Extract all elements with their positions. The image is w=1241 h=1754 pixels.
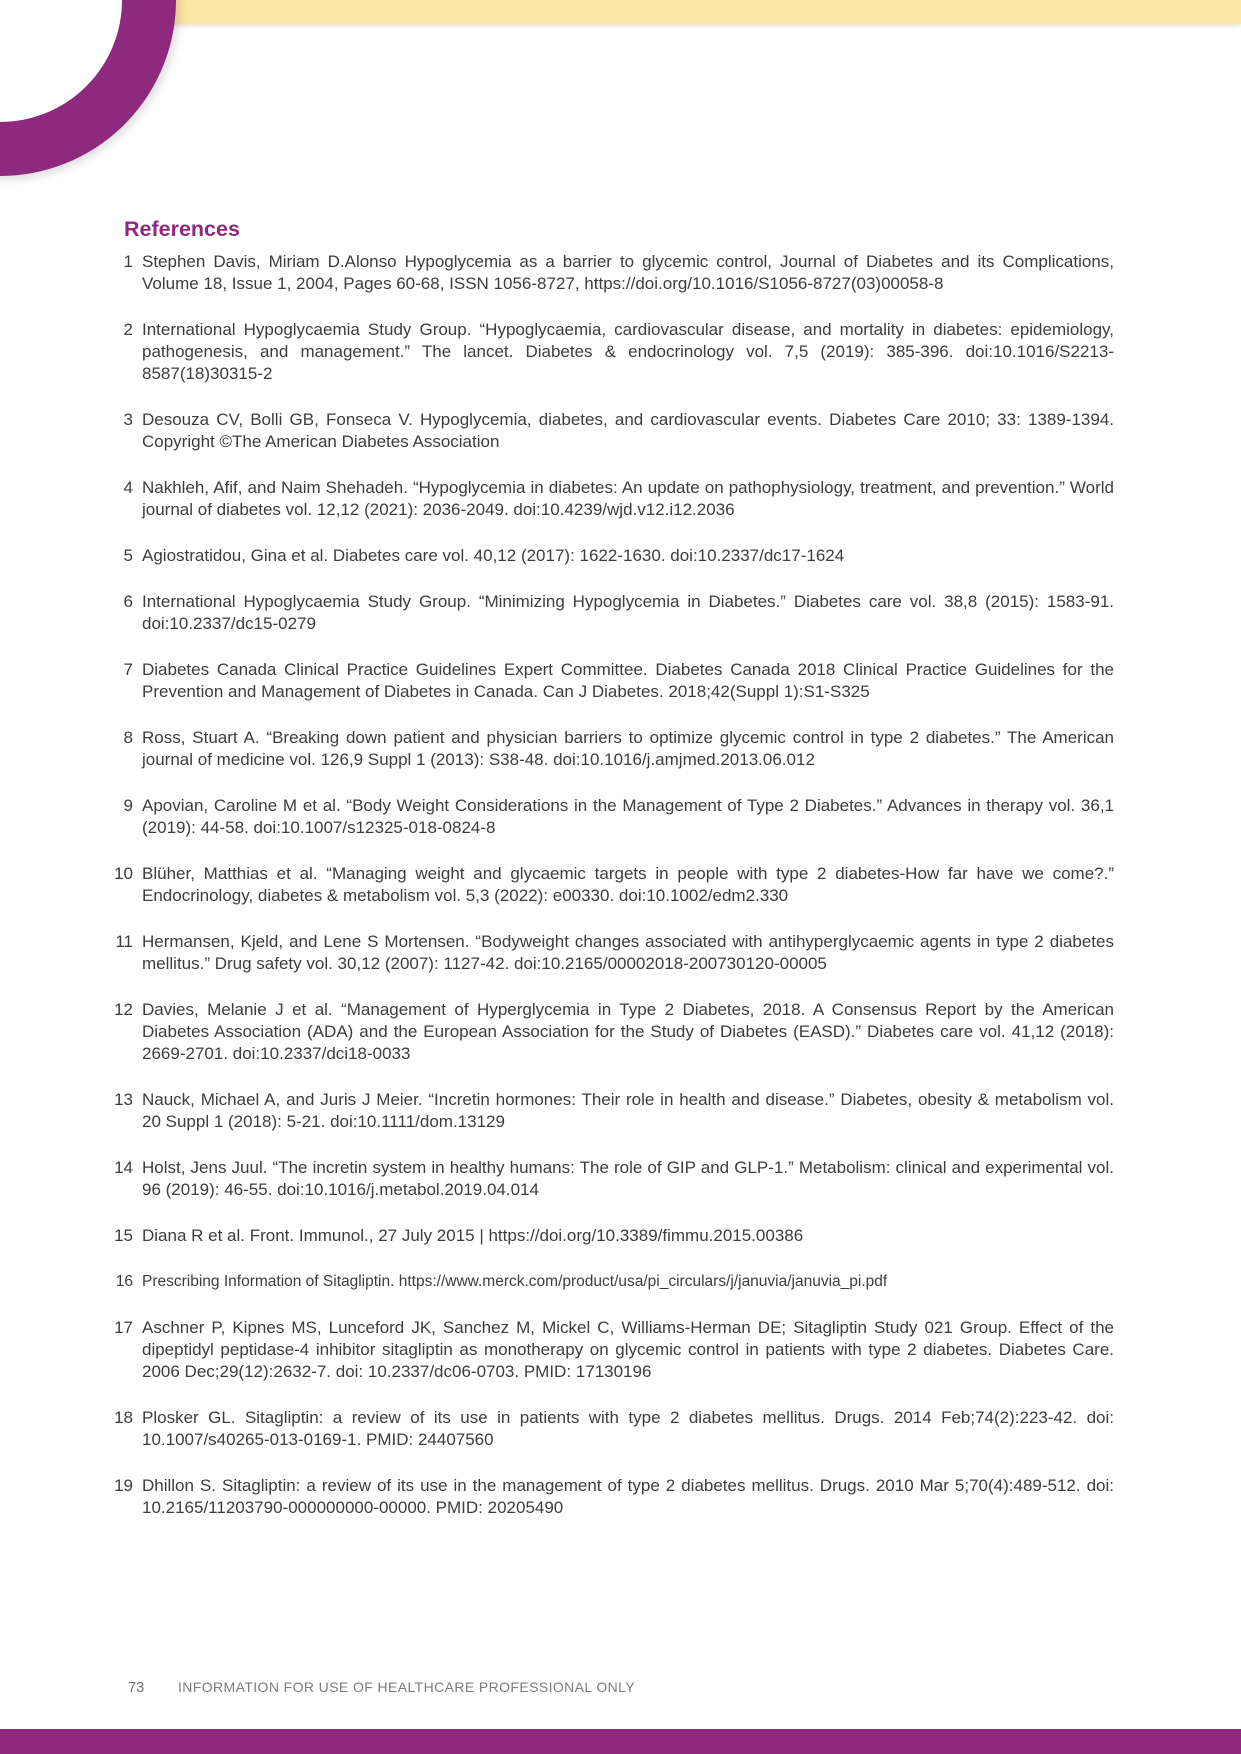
reference-text: International Hypoglycaemia Study Group. “Minimizing Hypoglycemia in Diabetes.” Diabetes care vol. 38,8 (2015): 1583-91. doi:10.2337/dc15-0279 xyxy=(142,592,1114,633)
reference-text: Prescribing Information of Sitagliptin. https://www.merck.com/product/usa/pi_circulars/j/januvia/januvia_pi.pdf xyxy=(142,1273,888,1290)
reference-text: International Hypoglycaemia Study Group. “Hypoglycaemia, cardiovascular disease, and mortality in diabetes: epidemiology, pathogenesis, and management.” The lancet. Diabetes & endocrinology vol. 7,5 (2019): 385-396. doi:10.1016/S2213-8587(18)30315-2 xyxy=(142,320,1114,383)
reference-number: 1 xyxy=(123,252,133,271)
reference-item xyxy=(112,999,1114,1065)
reference-item xyxy=(112,1317,1114,1383)
reference-number: 7 xyxy=(123,660,133,679)
reference-text: Hermansen, Kjeld, and Lene S Mortensen. “Bodyweight changes associated with antihyperglycaemic agents in type 2 diabetes mellitus.” Drug safety vol. 30,12 (2007): 1127-42. doi:10.2165/00002018-200730120-00005 xyxy=(142,932,1114,973)
reference-item xyxy=(112,545,1114,567)
reference-number: 15 xyxy=(114,1226,133,1245)
reference-text: Diana R et al. Front. Immunol., 27 July 2015 | https://doi.org/10.3389/fimmu.2015.00386 xyxy=(142,1226,804,1245)
reference-item xyxy=(112,659,1114,703)
footer-notice: INFORMATION FOR USE OF HEALTHCARE PROFESSIONAL ONLY xyxy=(178,1679,636,1695)
reference-text: Dhillon S. Sitagliptin: a review of its use in the management of type 2 diabetes mellitus. Drugs. 2010 Mar 5;70(4):489-512. doi: 10.2165/11203790-000000000-00000. PMID: 20205490 xyxy=(142,1476,1114,1517)
reference-number: 10 xyxy=(114,864,133,883)
reference-item xyxy=(112,409,1114,453)
reference-number: 12 xyxy=(114,1000,133,1019)
reference-item xyxy=(112,727,1114,771)
reference-item xyxy=(112,1089,1114,1133)
top-bar-decoration xyxy=(0,0,1241,24)
reference-number: 6 xyxy=(123,592,133,611)
reference-number: 13 xyxy=(114,1090,133,1109)
page-footer xyxy=(128,1679,635,1696)
reference-item xyxy=(112,1157,1114,1201)
reference-item xyxy=(112,319,1114,385)
bottom-bar-decoration xyxy=(0,1729,1241,1754)
reference-item xyxy=(112,1225,1114,1247)
reference-number: 9 xyxy=(123,796,133,815)
page-number: 73 xyxy=(128,1680,145,1696)
reference-number: 8 xyxy=(123,728,133,747)
reference-item xyxy=(112,1407,1114,1451)
reference-item xyxy=(112,931,1114,975)
page-title: References xyxy=(124,217,240,241)
reference-text: Davies, Melanie J et al. “Management of Hyperglycemia in Type 2 Diabetes, 2018. A Consensus Report by the American Diabetes Association (ADA) and the European Association for the Study of Diabetes (EASD).” Diabetes care vol. 41,12 (2018): 2669-2701. doi:10.2337/dci18-0033 xyxy=(142,1000,1114,1063)
reference-text: Holst, Jens Juul. “The incretin system in healthy humans: The role of GIP and GLP-1.” Metabolism: clinical and experimental vol. 96 (2019): 46-55. doi:10.1016/j.metabol.2019.04.014 xyxy=(142,1158,1114,1199)
reference-number: 11 xyxy=(115,932,133,951)
reference-number: 5 xyxy=(123,546,133,565)
reference-item xyxy=(112,591,1114,635)
reference-number: 19 xyxy=(114,1476,133,1495)
reference-item xyxy=(112,477,1114,521)
reference-text: Aschner P, Kipnes MS, Lunceford JK, Sanchez M, Mickel C, Williams-Herman DE; Sitagliptin Study 021 Group. Effect of the dipeptidyl peptidase-4 inhibitor sitagliptin as monotherapy on glycemic control in patients with type 2 diabetes. Diabetes Care. 2006 Dec;29(12):2632-7. doi: 10.2337/dc06-0703. PMID: 17130196 xyxy=(142,1318,1114,1381)
reference-text: Agiostratidou, Gina et al. Diabetes care vol. 40,12 (2017): 1622-1630. doi:10.2337/dc17-1624 xyxy=(142,546,845,565)
reference-text: Plosker GL. Sitagliptin: a review of its use in patients with type 2 diabetes mellitus. Drugs. 2014 Feb;74(2):223-42. doi: 10.1007/s40265-013-0169-1. PMID: 24407560 xyxy=(142,1408,1114,1449)
reference-number: 2 xyxy=(123,320,133,339)
reference-number: 17 xyxy=(114,1318,133,1337)
reference-number: 3 xyxy=(123,410,133,429)
reference-number: 14 xyxy=(114,1158,133,1177)
reference-text: Desouza CV, Bolli GB, Fonseca V. Hypoglycemia, diabetes, and cardiovascular events. Diabetes Care 2010; 33: 1389-1394. Copyright ©The American Diabetes Association xyxy=(142,410,1114,451)
references-list xyxy=(112,251,1114,1543)
reference-number: 4 xyxy=(123,478,133,497)
reference-item xyxy=(112,251,1114,295)
reference-text: Diabetes Canada Clinical Practice Guidelines Expert Committee. Diabetes Canada 2018 Clinical Practice Guidelines for the Prevention and Management of Diabetes in Canada. Can J Diabetes. 2018;42(Suppl 1):S1-S325 xyxy=(142,660,1114,701)
reference-text: Nakhleh, Afif, and Naim Shehadeh. “Hypoglycemia in diabetes: An update on pathophysiology, treatment, and prevention.” World journal of diabetes vol. 12,12 (2021): 2036-2049. doi:10.4239/wjd.v12.i12.2036 xyxy=(142,478,1114,519)
reference-text: Apovian, Caroline M et al. “Body Weight Considerations in the Management of Type 2 Diabetes.” Advances in therapy vol. 36,1 (2019): 44-58. doi:10.1007/s12325-018-0824-8 xyxy=(142,796,1114,837)
reference-item xyxy=(112,795,1114,839)
reference-text: Nauck, Michael A, and Juris J Meier. “Incretin hormones: Their role in health and disease.” Diabetes, obesity & metabolism vol. 20 Suppl 1 (2018): 5-21. doi:10.1111/dom.13129 xyxy=(142,1090,1114,1131)
reference-item xyxy=(112,1475,1114,1519)
reference-text: Ross, Stuart A. “Breaking down patient and physician barriers to optimize glycemic control in type 2 diabetes.” The American journal of medicine vol. 126,9 Suppl 1 (2013): S38-48. doi:10.1016/j.amjmed.2013.06.012 xyxy=(142,728,1114,769)
reference-item xyxy=(112,863,1114,907)
corner-arc-decoration xyxy=(0,0,176,176)
reference-item xyxy=(112,1271,1114,1293)
reference-text: Stephen Davis, Miriam D.Alonso Hypoglycemia as a barrier to glycemic control, Journal of Diabetes and its Complications, Volume 18, Issue 1, 2004, Pages 60-68, ISSN 1056-8727, https://doi.org/10.1016/S1056-8727(03)00058-8 xyxy=(142,252,1114,293)
reference-number: 16 xyxy=(115,1273,133,1290)
reference-text: Blüher, Matthias et al. “Managing weight and glycaemic targets in people with type 2 diabetes-How far have we come?.” Endocrinology, diabetes & metabolism vol. 5,3 (2022): e00330. doi:10.1002/edm2.330 xyxy=(142,864,1114,905)
reference-number: 18 xyxy=(114,1408,133,1427)
